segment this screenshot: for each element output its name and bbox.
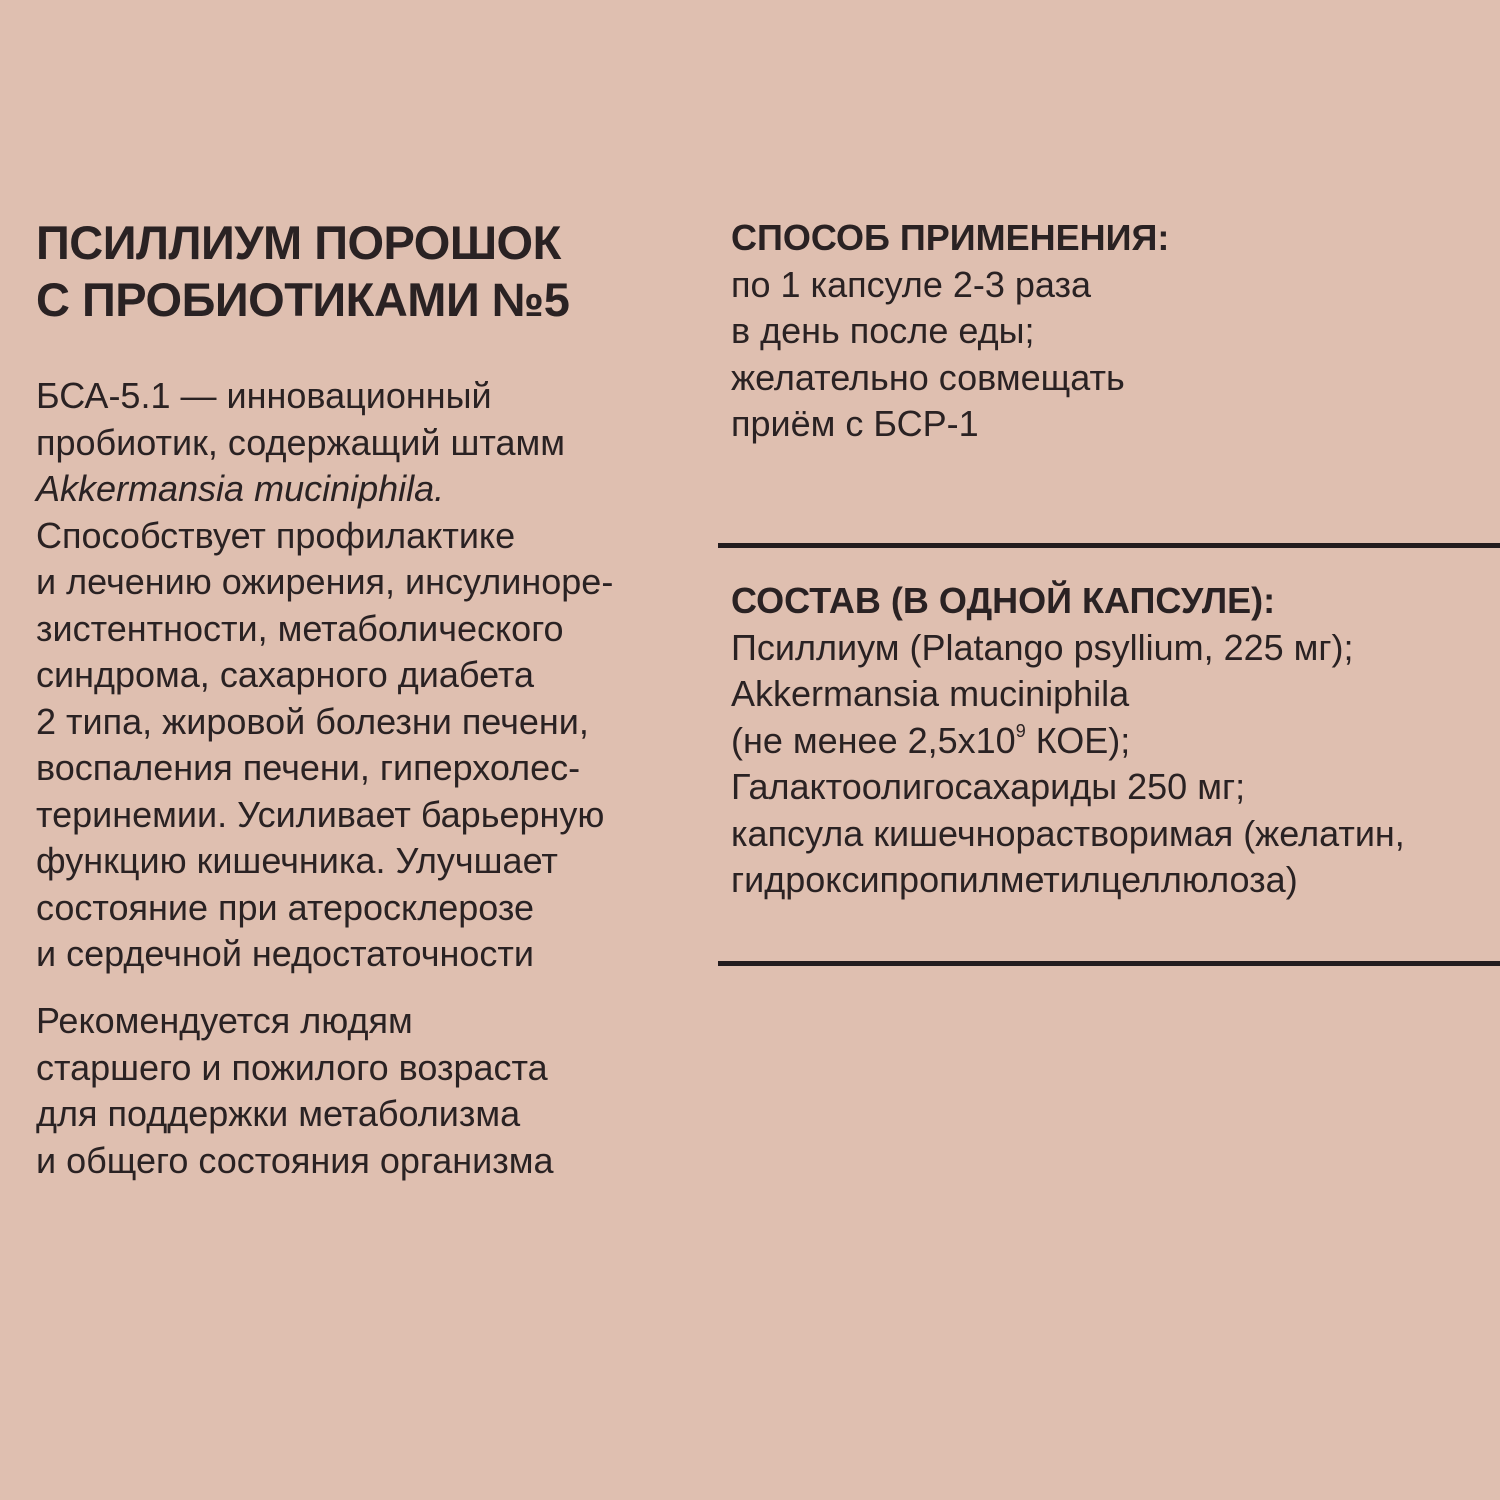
description-line: воспаления печени, гиперхолес- [36, 747, 581, 788]
recommendation [36, 998, 696, 1184]
composition-line: Akkermansia muciniphila [731, 673, 1130, 714]
description-line: пробиотик, содержащий штамм [36, 421, 565, 463]
composition-heading: СОСТАВ (В ОДНОЙ КАПСУЛЕ): [731, 580, 1276, 621]
composition-line: капсула кишечнорастворимая (желатин, [731, 812, 1405, 854]
usage-line: в день после еды; [731, 310, 1035, 351]
composition-section [731, 578, 1481, 904]
title-line: ПСИЛЛИУМ ПОРОШОК [36, 216, 561, 269]
description-line: БСА-5.1 — инновационный [36, 375, 492, 416]
title-line: С ПРОБИОТИКАМИ №5 [36, 273, 570, 326]
description-line: зистентности, метаболического [36, 607, 564, 649]
description-line: синдрома, сахарного диабета [36, 654, 535, 695]
description-line: и лечению ожирения, инсулиноре- [36, 561, 614, 602]
usage-line: желательно совмещать [731, 356, 1125, 398]
product-description [36, 373, 696, 978]
description-line: теринемии. Усиливает барьерную [36, 793, 605, 835]
composition-line: гидроксипропилметилцеллюлоза) [731, 859, 1298, 900]
description-line: функцию кишечника. Улучшает [36, 840, 558, 881]
composition-cfu-text: (не менее 2,5х10 [731, 719, 1016, 761]
usage-section [731, 215, 1481, 448]
exponent: 9 [1015, 720, 1026, 741]
composition-line: Галактоолигосахариды 250 мг; [731, 766, 1246, 807]
description-line: и сердечной недостаточности [36, 933, 534, 974]
strain-name: Akkermansia muciniphila. [36, 468, 445, 509]
composition-line: Псиллиум (Platango psyllium, 225 мг); [731, 626, 1354, 668]
product-title [36, 214, 696, 328]
composition-cfu-unit: КОЕ); [1025, 719, 1131, 761]
recommendation-line: и общего состояния организма [36, 1139, 554, 1181]
usage-line: по 1 капсуле 2-3 раза [731, 263, 1092, 305]
recommendation-line: Рекомендуется людям [36, 1000, 413, 1041]
usage-heading: СПОСОБ ПРИМЕНЕНИЯ: [731, 217, 1170, 258]
recommendation-line: для поддержки метаболизма [36, 1093, 521, 1134]
section-divider [718, 543, 1500, 548]
recommendation-line: старшего и пожилого возраста [36, 1046, 548, 1088]
composition-line [731, 718, 1481, 765]
description-line: состояние при атеросклерозе [36, 886, 534, 928]
section-divider [718, 961, 1500, 966]
description-line: 2 типа, жировой болезни печени, [36, 700, 589, 742]
description-line: Способствует профилактике [36, 514, 516, 556]
usage-line: приём с БСР-1 [731, 403, 979, 444]
